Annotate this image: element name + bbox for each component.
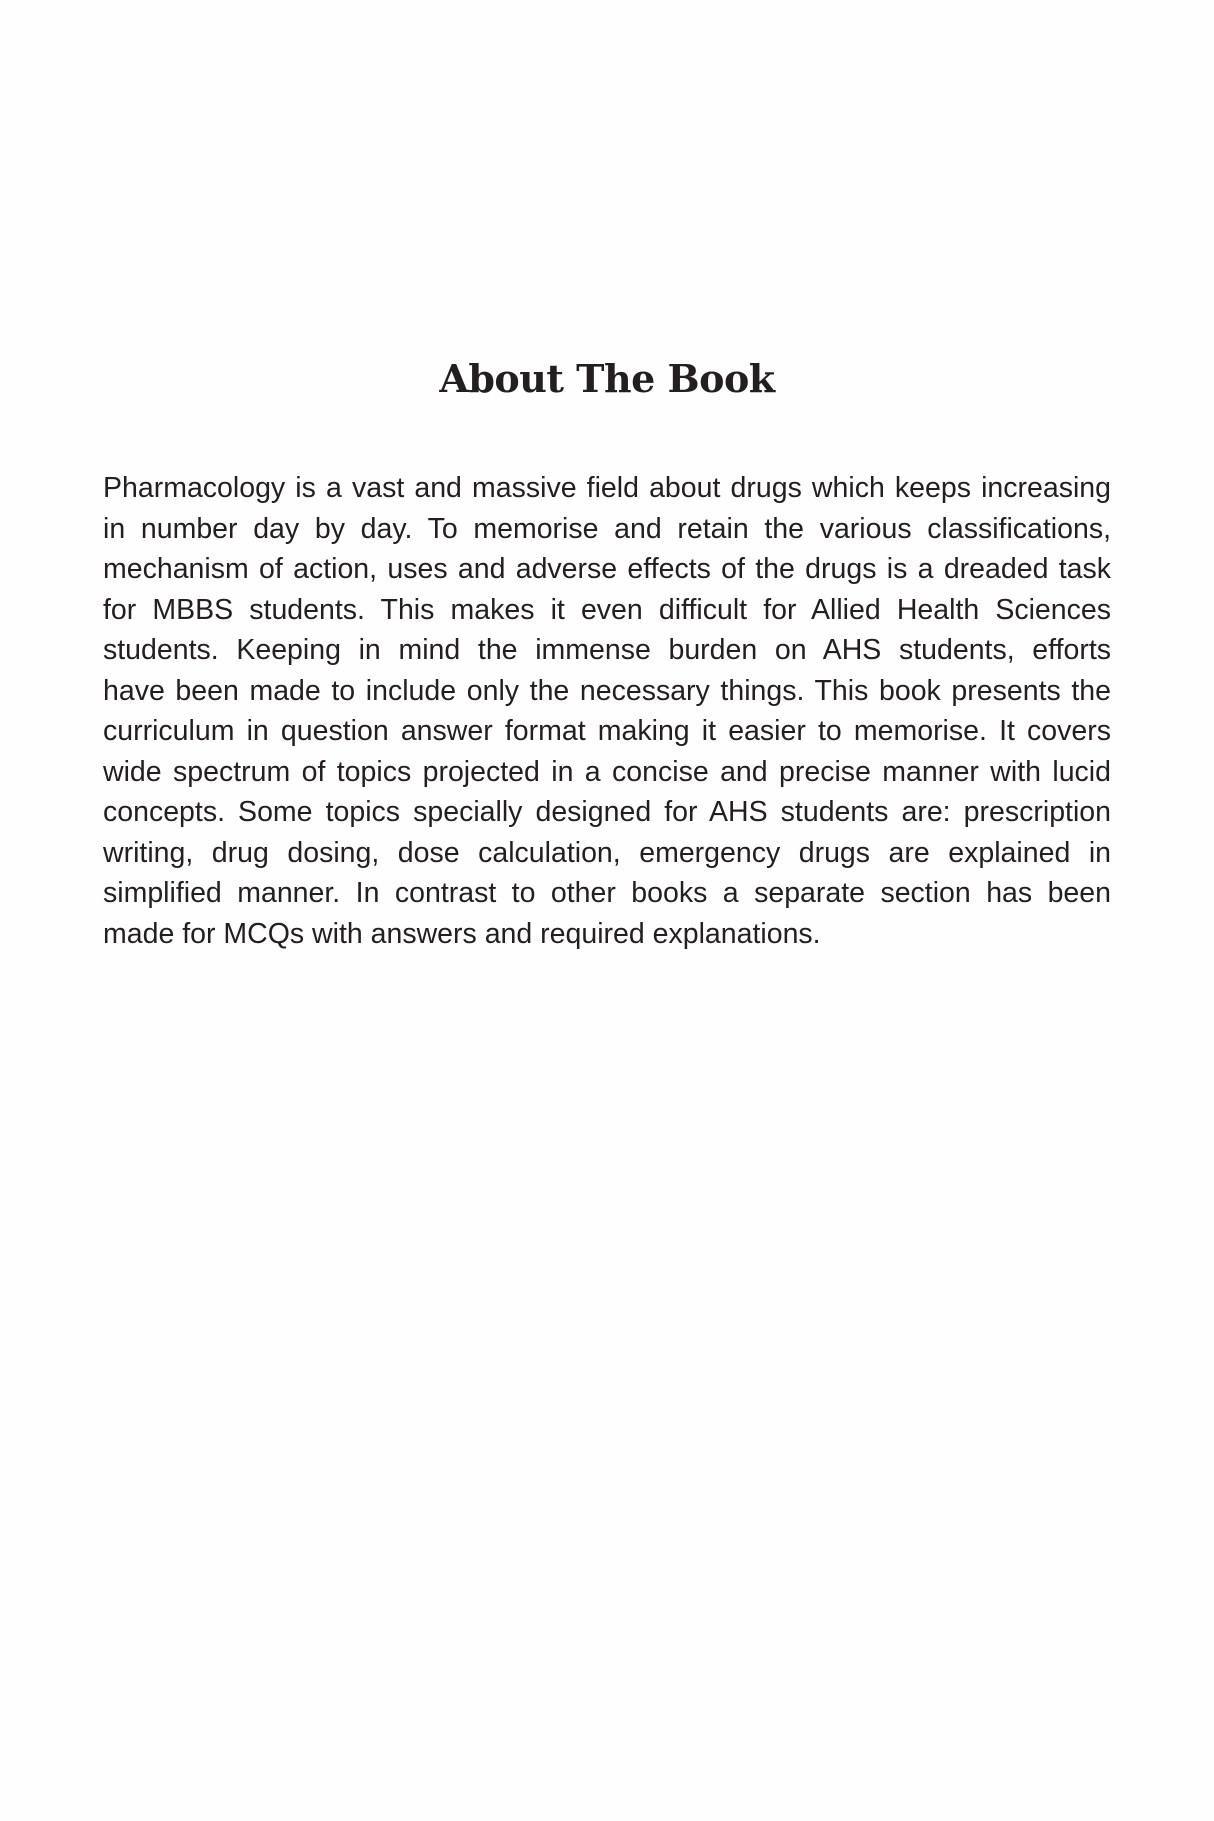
paragraph-line: have been made to include only the necessary things. This book presents the xyxy=(103,674,1111,707)
paragraph-line: students. Keeping in mind the immense burden on AHS students, efforts xyxy=(103,634,1111,666)
paragraph-line: curriculum in question answer format making it easier to memorise. It covers xyxy=(103,715,1111,747)
paragraph-line: simplified manner. In contrast to other books a separate section has been xyxy=(103,877,1111,909)
paragraph-line: writing, drug dosing, dose calculation, emergency drugs are explained in xyxy=(103,836,1111,869)
paragraph-line: for MBBS students. This makes it even difficult for Allied Health Sciences xyxy=(103,593,1111,626)
paragraph-line: in number day by day. To memorise and retain the various classifications, xyxy=(103,512,1111,545)
about-paragraph xyxy=(103,468,1111,954)
paragraph-line: mechanism of action, uses and adverse effects of the drugs is a dreaded task xyxy=(103,553,1111,585)
paragraph-line: concepts. Some topics specially designed for AHS students are: prescription xyxy=(103,796,1111,828)
page-title: About The Book xyxy=(439,356,775,401)
paragraph-line: wide spectrum of topics projected in a concise and precise manner with lucid xyxy=(103,755,1111,788)
paragraph-line: Pharmacology is a vast and massive field about drugs which keeps increasing xyxy=(103,472,1111,504)
paragraph-line: made for MCQs with answers and required explanations. xyxy=(103,917,821,950)
